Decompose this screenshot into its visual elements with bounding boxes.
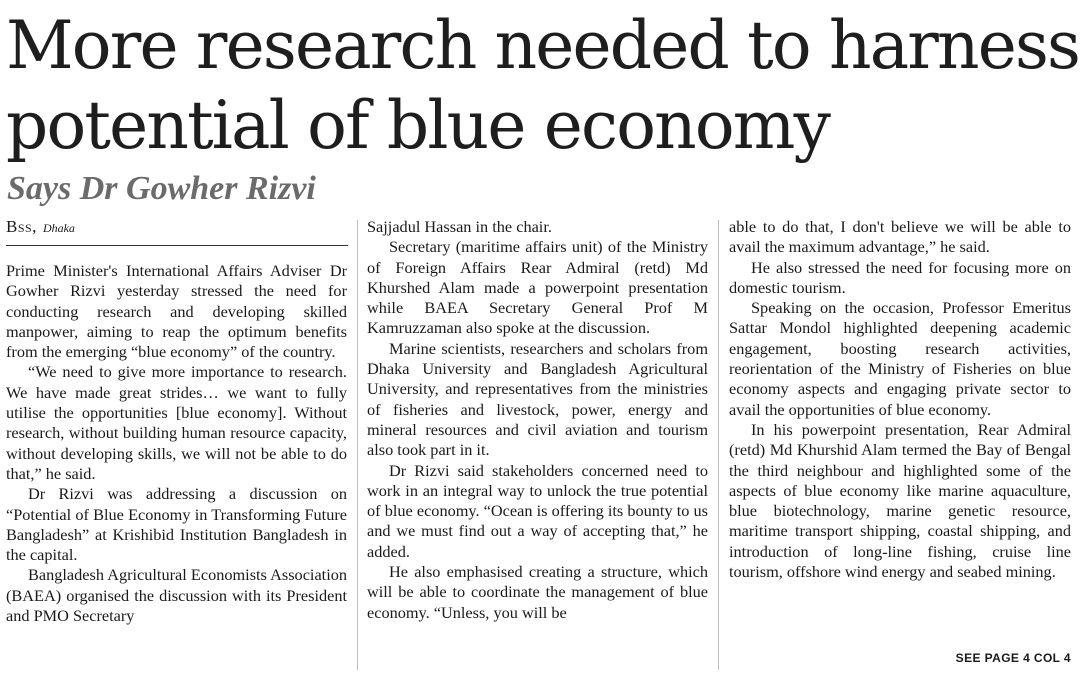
article-paragraph: “We need to give more importance to research. We have made great strides… we want to fully utilise the opportunities [blue economy]. Without research, without building human resource capacity, without developing skills, we will not be able to do that,” he said. (6, 362, 347, 483)
article-paragraph: Dr Rizvi said stakeholders concerned need to work in an integral way to unlock the true potential of blue economy. “Ocean is offering its bounty to us and we must find out a way of accepting that,” he added. (367, 460, 708, 561)
article-paragraph: Marine scientists, researchers and scholars from Dhaka University and Bangladesh Agricultural University, and representatives from the ministries of fisheries and livestock, power, energy and mineral resources and civil aviation and tourism also took part in it. (367, 338, 708, 460)
article-paragraph: able to do that, I don't believe we will be able to avail the maximum advantage,” he said. (729, 217, 1071, 257)
byline (6, 217, 348, 246)
article-paragraph: Dr Rizvi was addressing a discussion on “Potential of Blue Economy in Transforming Future Bangladesh” at Krishibid Institution Bangladesh in the capital. (6, 484, 347, 565)
article-paragraph: Speaking on the occasion, Professor Emeritus Sattar Mondol highlighted deepening academic engagement, boosting research activities, reorientation of the Ministry of Fisheries on blue economy aspects and engaging private sector to avail the opportunities of blue economy. (729, 298, 1071, 419)
article-paragraph: Prime Minister's International Affairs Adviser Dr Gowher Rizvi yesterday stressed the need for conducting research and developing skilled manpower, aiming to reap the optimum benefits from the emerging “blue economy” of the country. (6, 261, 347, 362)
article-paragraph: He also stressed the need for focusing more on domestic tourism. (729, 257, 1071, 297)
article-paragraph: Secretary (maritime affairs unit) of the Ministry of Foreign Affairs Rear Admiral (retd) Md Khurshed Alam made a powerpoint presentation while BAEA Secretary General Prof M Kamruzzaman also spoke at the discussion. (367, 237, 708, 338)
article-paragraph: In his powerpoint presentation, Rear Admiral (retd) Md Khurshid Alam termed the Bay of Bengal the third neighbour and highlighted some of the aspects of blue economy like marine aquaculture, blue biotechnology, marine genetic resource, maritime transport shipping, coastal shipping, and introduction of long-line fishing, cruise line tourism, offshore wind energy and seabed mining. (729, 419, 1071, 582)
article-column-3 (729, 217, 1071, 582)
headline-line-1: More research needed to harness (6, 7, 1080, 84)
headline-line-2: potential of blue economy (6, 87, 830, 164)
article-paragraph: Sajjadul Hassan in the chair. (367, 217, 552, 236)
article-column-1 (6, 261, 347, 626)
headline (6, 6, 1078, 166)
article-paragraph: Bangladesh Agricultural Economists Association (BAEA) organised the discussion with its President and PMO Secretary (6, 565, 347, 626)
article-paragraph: He also emphasised creating a structure, which will be able to coordinate the management of blue economy. “Unless, you will be (367, 562, 708, 622)
column-divider (357, 220, 358, 670)
article-column-2 (367, 217, 708, 623)
continuation-note: SEE PAGE 4 COL 4 (955, 651, 1071, 665)
subheadline: Says Dr Gowher Rizvi (7, 170, 316, 207)
byline-location: Dhaka (42, 221, 75, 235)
column-divider (718, 220, 719, 670)
byline-agency: Bss, (6, 217, 37, 236)
